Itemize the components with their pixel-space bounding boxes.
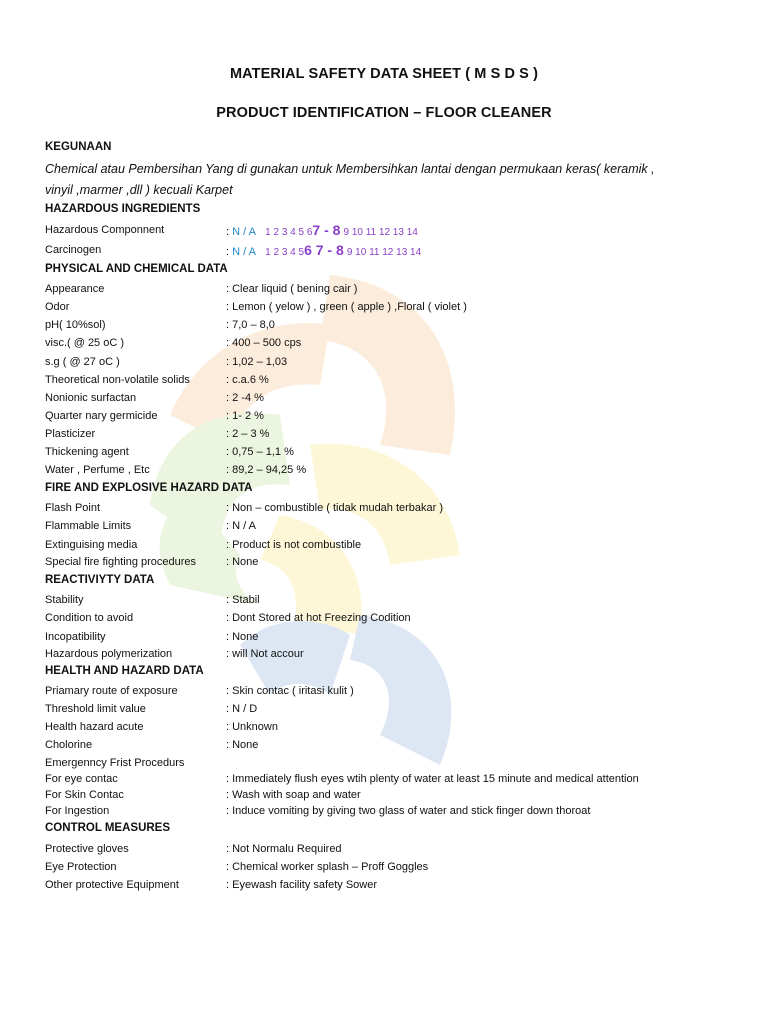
number-highlight: 6 7 - 8 [304, 242, 344, 258]
row-value: : Not Normalu Required [226, 843, 342, 855]
row-key: Nonionic surfactan [45, 392, 137, 404]
number-series: 1 2 3 4 5 6 [265, 227, 313, 238]
row-value: : 400 – 500 cps [226, 337, 302, 349]
number-series: 1 2 3 4 5 [265, 247, 305, 258]
row-key: Water , Perfume , Etc [45, 464, 150, 476]
row-value: : N / A 1 2 3 4 5 67 - 8 9 10 11 12 13 14 [226, 222, 418, 238]
row-value: : Skin contac ( iritasi kulit ) [226, 685, 354, 697]
row-value: : c.a.6 % [226, 374, 269, 386]
row-key: Stability [45, 594, 84, 606]
row-key: s.g ( @ 27 oC ) [45, 356, 120, 368]
na-label: N / A [232, 226, 256, 238]
kegunaan-description [45, 159, 685, 201]
kegunaan-line: Chemical atau Pembersihan Yang di gunakan untuk Membersihkan lantai dengan permukaan keras( keramik , [45, 162, 655, 176]
document-title: MATERIAL SAFETY DATA SHEET ( M S D S ) [229, 66, 539, 82]
row-key: Condition to avoid [45, 612, 134, 624]
na-label: N / A [232, 246, 256, 258]
section-heading-hazardous: HAZARDOUS INGREDIENTS [45, 203, 201, 215]
row-key: Quarter nary germicide [45, 410, 158, 422]
row-value: : 1- 2 % [226, 410, 264, 422]
row-key: Extinguising media [45, 539, 138, 551]
row-key: Thickening agent [45, 446, 129, 458]
number-series: 9 10 11 12 13 14 [343, 227, 418, 238]
number-highlight: 7 - 8 [312, 222, 341, 238]
row-value: : 0,75 – 1,1 % [226, 446, 294, 458]
row-value: : None [226, 556, 259, 568]
row-key: For eye contac [45, 773, 118, 785]
row-value: : Induce vomiting by giving two glass of water and stick finger down thoroat [226, 805, 591, 817]
row-key: Incopatibility [45, 631, 106, 643]
row-key: Carcinogen [45, 244, 102, 256]
row-value: : Wash with soap and water [226, 789, 361, 801]
number-series: 9 10 11 12 13 14 [346, 247, 422, 258]
row-key: Other protective Equipment [45, 879, 179, 891]
section-heading-kegunaan: KEGUNAAN [45, 141, 112, 153]
row-value: : will Not accour [226, 648, 304, 660]
row-key: visc.( @ 25 oC ) [45, 337, 125, 349]
row-key: pH( 10%sol) [45, 319, 106, 331]
row-key: Flammable Limits [45, 520, 132, 532]
row-value: : 7,0 – 8,0 [226, 319, 275, 331]
row-key: Threshold limit value [45, 703, 146, 715]
row-key: Flash Point [45, 502, 101, 514]
row-value: : 2 -4 % [226, 392, 264, 404]
row-key: Hazardous polymerization [45, 648, 173, 660]
row-value: : Chemical worker splash – Proff Goggles [226, 861, 429, 873]
row-key: Special fire fighting procedures [45, 556, 197, 568]
row-key: Emergenncy Frist Procedurs [45, 757, 185, 769]
section-heading-physical: PHYSICAL AND CHEMICAL DATA [45, 263, 228, 275]
row-value: : 2 – 3 % [226, 428, 270, 440]
section-heading-reactivity: REACTIVIYTY DATA [45, 574, 155, 586]
row-key: Theoretical non-volatile solids [45, 374, 190, 386]
row-key: Odor [45, 301, 70, 313]
row-value: : N / A [226, 520, 256, 532]
row-value: : None [226, 631, 259, 643]
watermark-logo [130, 255, 490, 795]
row-key: For Ingestion [45, 805, 110, 817]
row-value: : 1,02 – 1,03 [226, 356, 288, 368]
row-value: : N / A 1 2 3 4 56 7 - 8 9 10 11 12 13 14 [226, 242, 422, 258]
row-value: : Eyewash facility safety Sower [226, 879, 378, 891]
row-value: : Non – combustible ( tidak mudah terbakar ) [226, 502, 444, 514]
row-key: Appearance [45, 283, 105, 295]
row-value: : N / D [226, 703, 258, 715]
row-key: Eye Protection [45, 861, 117, 873]
section-heading-fire: FIRE AND EXPLOSIVE HAZARD DATA [45, 482, 253, 494]
row-value: : Dont Stored at hot Freezing Codition [226, 612, 411, 624]
row-value: : Unknown [226, 721, 278, 733]
row-value: : Product is not combustible [226, 539, 362, 551]
row-key: For Skin Contac [45, 789, 124, 801]
kegunaan-line: vinyil ,marmer ,dll ) kecuali Karpet [45, 183, 233, 197]
row-key: Plasticizer [45, 428, 96, 440]
row-key: Priamary route of exposure [45, 685, 178, 697]
row-value: : Lemon ( yelow ) , green ( apple ) ,Floral ( violet ) [226, 301, 467, 313]
row-value: : 89,2 – 94,25 % [226, 464, 307, 476]
row-value: : Stabil [226, 594, 260, 606]
row-key: Hazardous Componnent [45, 224, 165, 236]
product-title: PRODUCT IDENTIFICATION – FLOOR CLEANER [216, 105, 552, 121]
section-heading-health: HEALTH AND HAZARD DATA [45, 665, 204, 677]
row-value: : Clear liquid ( bening cair ) [226, 283, 358, 295]
row-key: Protective gloves [45, 843, 129, 855]
row-key: Health hazard acute [45, 721, 144, 733]
section-heading-control: CONTROL MEASURES [45, 822, 171, 834]
row-key: Cholorine [45, 739, 93, 751]
row-value: : Immediately flush eyes wtih plenty of water at least 15 minute and medical attention [226, 773, 639, 785]
row-value: : None [226, 739, 259, 751]
